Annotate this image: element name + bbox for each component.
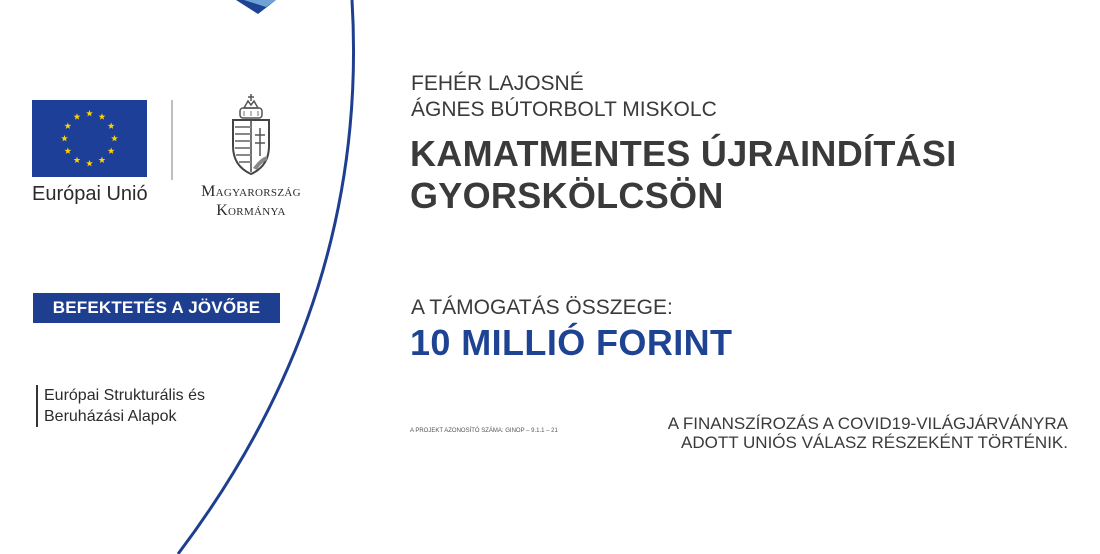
eu-star — [108, 147, 115, 154]
eu-star — [111, 135, 118, 142]
eu-star — [86, 160, 93, 167]
financing-line1: A FINANSZÍROZÁS A COVID19-VILÁGJÁRVÁNYRA — [667, 414, 1068, 433]
support-amount-label: A TÁMOGATÁS ÖSSZEGE: — [411, 296, 673, 319]
company-line1: FEHÉR LAJOSNÉ — [411, 72, 584, 95]
financing-note — [668, 414, 1068, 452]
eu-label: Európai Unió — [32, 183, 148, 205]
gov-label-line1: Magyarország — [201, 183, 301, 200]
project-id: A PROJEKT AZONOSÍTÓ SZÁMA: GINOP – 9.1.1 – 21 — [410, 428, 558, 434]
eu-flag-icon — [32, 100, 147, 177]
eu-star — [86, 110, 93, 117]
eu-star — [74, 113, 81, 120]
company-name — [411, 71, 717, 123]
gov-label — [186, 182, 316, 220]
funds-line2: Beruházási Alapok — [44, 408, 177, 425]
eu-star — [108, 122, 115, 129]
funds-line1: Európai Strukturális és — [44, 387, 205, 404]
funds-label — [36, 385, 205, 427]
gov-label-line2: Kormánya — [216, 202, 286, 219]
invest-in-future-badge: BEFEKTETÉS A JÖVŐBE — [33, 293, 280, 323]
hungarian-coat-of-arms-icon — [222, 92, 280, 176]
eu-star — [64, 122, 71, 129]
headline — [410, 133, 957, 217]
financing-line2: ADOTT UNIÓS VÁLASZ RÉSZEKÉNT TÖRTÉNIK. — [681, 433, 1068, 452]
decorative-triangle-icon — [236, 0, 276, 14]
eu-star — [61, 135, 68, 142]
headline-line1: KAMATMENTES ÚJRAINDÍTÁSI — [410, 133, 957, 174]
curve-line — [178, 0, 354, 554]
headline-line2: GYORSKÖLCSÖN — [410, 175, 724, 216]
logo-divider — [171, 100, 173, 180]
eu-star — [64, 147, 71, 154]
company-line2: ÁGNES BÚTORBOLT MISKOLC — [411, 98, 717, 121]
support-amount-value: 10 MILLIÓ FORINT — [410, 322, 733, 363]
eu-star — [74, 157, 81, 164]
eu-star — [99, 113, 106, 120]
eu-star — [99, 157, 106, 164]
